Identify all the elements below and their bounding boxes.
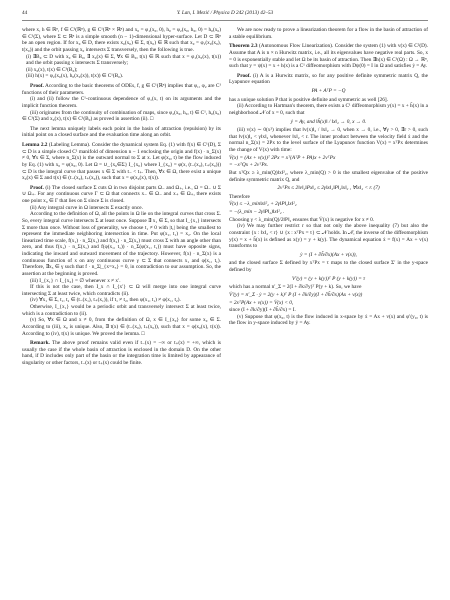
paragraph-text: (i) A is a Hurwitz matrix, so for any positive definite symmetric matrix Q, the Lyapunov equation (229, 72, 428, 86)
right-column-paragraph: = 2xᵀP(Ax + v(x)) = V̇(x) < 0, (229, 299, 294, 306)
right-column-paragraph: ẏ = (I + ∂h̃/∂x)(Ax + v(x)), (300, 251, 357, 258)
paragraph-lead: Lemma 2.2 (22, 142, 48, 148)
right-column-paragraph: V̇(x) = (Ax + v(x))ᵀ 2Px = xᵀ(AᵀP + PA)x + 2vᵀPx (229, 154, 336, 161)
paragraph-text: (Labeling Lemma). Consider the dynamical system Eq. (1) with f(x) ∈ C¹(D), Σ ⊂ D is a simple closed C¹ manifold of dimension n − 1 enclosing the origin and f(x) · n_Σ(x) ≠ 0, ∀x ∈ Σ, where n_Σ(x) is the outward normal to Σ at x. Let φ(x₀, t) be the flow induced by Eq. (1) with x₀ = φ(x₀, 0). Let Ω = ∪_{x₀∈Σ} I_{x₀} where I_{x₀} = φ(x, (t₋(x₀), t₊(x₀))) ⊂ D is the integral curve that passes x ∈ Σ with t₋ < t₊. Then, ∀x ∈ Ω, there exist a unique x₀(x) ∈ Σ and t(x) ∈ (t₋(x₀), t₊(x₀)), such that x = φ(x₀(x), t(x)). (22, 142, 221, 182)
right-column (229, 27, 428, 327)
left-column-paragraph: (iv) ∀x₁ ∈ Σ, t₁, t₂ ∈ (t₋(x₁), t₊(x₁)), if t₁ ≠ t₂, then φ(x₁, t₁) ≠ φ(x₁, t₂). (30, 297, 181, 304)
left-column-paragraph (22, 142, 221, 182)
left-column-paragraph: (v) So, ∀x ∈ Ω and x ≠ 0, from the definition of Ω, x ∈ I_{x₀} for some x₀ ∈ Σ. According to (iii), x₀ is unique. Also, ∃ t(x) ∈ (t₋(x₀), t₊(x₀)), such that x = φ(x₀(x), t(x)). According to (iv), t(x) is unique. We proved the lemma. □ (22, 317, 221, 337)
right-column-paragraph: = −(λ_min − 2γ‖P‖₂)‖x‖²₂ . (229, 209, 285, 215)
right-column-paragraph: We are now ready to prove a linearization theorem for a flow in the basin of attraction of a stable equilibrium. (229, 27, 428, 40)
right-column-paragraph: 2vᵀPx ≤ 2‖v‖₂‖Px‖₂ ≤ 2γ‖x‖₂‖P‖₂‖x‖₂ , ∀‖x‖₂ < r. (7) (277, 185, 380, 192)
right-column-paragraph: has a unique solution P that is positive definite and symmetric as well [26]. (229, 96, 388, 103)
right-column-paragraph: = −xᵀQx + 2vᵀPx. (229, 162, 269, 169)
page-header (22, 10, 428, 20)
left-column-paragraph: (iii) h(x) = φ₂(x₀(x), h₀(x₀(x)), t(x)) ∈ C¹(B₀). (26, 73, 124, 80)
page-number: 44 (22, 10, 28, 16)
right-column-paragraph: ẏ = Ay, and ‖h̃(x)‖ / ‖x‖₂ → 0, x → 0. (290, 118, 367, 125)
right-column-paragraph: since (I + ∂k/∂y)(I + ∂h̃/∂x) = I. (229, 307, 296, 314)
paragraph-lead: Remark. (30, 340, 50, 347)
right-column-paragraph: But xᵀQx ≥ λ_min(Q)‖x‖²₂, where λ_min(Q) > 0 is the smallest eigenvalue of the positive definite symmetric matrix Q, and (229, 169, 428, 183)
left-column-paragraph: (iii) I_{x₁} ∩ I_{x₂} = ∅ whenever x ≠ x′. (30, 277, 121, 284)
right-column-paragraph (229, 73, 428, 86)
left-column (22, 27, 221, 367)
left-column-paragraph (22, 83, 221, 96)
right-column-paragraph (229, 43, 428, 70)
right-column-paragraph: PA + AᵀP = −Q (311, 88, 346, 94)
paragraph-lead: Theorem 2.3 (229, 43, 258, 50)
paragraph-lead: Proof. (30, 83, 44, 89)
left-column-paragraph (22, 185, 221, 205)
left-column-paragraph: According to the definition of Ω, all the points in Ω lie on the integral curves that cross Σ. So, every integral curve intersects Σ at least once. Suppose ∃ x₁ ∈ Σ, so that I_{x₁} intersects Σ more than once. Without loss of generality, we choose t₁ ≠ 0 with |t₁| being the smallest to represent the immediate neighboring intersection in time. Put φ(x₁, t₁) = x₂. On the local linearized time scale, f(x₁) · n_Σ(x₁) and f(x₂) · n_Σ(x₂) must cross Σ with an angle other than zero, and thus f(x₁) · n_Σ(x₁) and f(φ(x₁, t₁)) · n_Σ(φ(x₁, t₁)) must have opposite signs, indicating the inward and outward movement of the trajectory. However, f(x) · n_Σ(x) is a continuous function of x on any continuous curve γ ⊂ Σ that connects x₁ and φ(x₁, t₁). Therefore, ∃x₃ ∈ γ such that f · n_Σ|_{x=x₃} = 0, in contradiction to our assumption. So, the assertion at the beginning is proved. (22, 211, 221, 277)
paragraph-lead: Proof. (30, 184, 44, 191)
paragraph-text: (i) The closed surface Σ cuts Ω in two disjoint parts Ω₋ and Ω₊, i.e., Ω = Ω₋ ∪ Σ ∪ Ω₊. For any continuous curve Γ ⊂ Ω that connects x₋ ∈ Ω₋ and x₊ ∈ Ω₊, there exists one point x₀ ∈ Γ that lies on Σ since Σ is closed. (22, 184, 221, 204)
paragraph-text: According to the basic theorems of ODEs, f, g ∈ C¹(ℝⁿ) implies that φ₁, φ₂ are C¹ functions of their parameters. (22, 83, 221, 96)
left-column-paragraph: (i) and (ii) follow the C¹-continuous dependence of φ₁(x, t) on its arguments and the implicit function theorem. (22, 96, 221, 109)
left-column-paragraph: where x, h ∈ ℝⁿ, f ∈ C¹(ℝⁿ), g ∈ C¹(ℝⁿ × ℝⁿ) and x₀ = φ₁(x₀, 0), h₀ = φ₂(x₀, h₀, 0) = h₀(x₀) ∈ C¹(Σ), where Σ ⊂ ℝⁿ is a simple smooth (n − 1)-dimensional hyper-surface. Let D ⊂ ℝⁿ be an open region. If for x₀ ∈ D, there exists x₀(x₀) ∈ Σ, t(x₀) ∈ ℝ such that x₀ = φ₁(x₀(x₀), t(x₀)) and the orbit passing x₀ intersects Σ transversely, then the following is true. (22, 27, 221, 53)
paragraph-text: (Autonomous Flow Linearization). Consider the system (1) with v(x) ∈ C²(D). Assume that A is n × n Hurwitz matrix, i.e., all its eigenvalues have negative real parts. So, x = 0 is exponentially stable and let Ω be its basin of attraction. Then ∃h(x) ∈ C¹(Ω) : Ω → ℝⁿ, such that y = ψ(x) = x + h(x) is a C¹ diffeomorphism with Dψ(0) = I in Ω and satisfies ẏ = Ay. (229, 43, 428, 70)
paragraph-text: The above proof remains valid even if t₋(x) = −∞ or t₊(x) = +∞, which is usually the case if the whole basin of attraction is enclosed in the domain D. On the other hand, if D includes only part of the basin or the integration time is limited by appearance of singularity or other factors, t₋(x) or t₊(x) could be finite. (22, 340, 221, 366)
left-column-paragraph: (i) ∃B₀ ⊂ D with x₀ ∈ B₀, ∃ x₀(x) ∈ Σ, ∀x ∈ B₀, t(x) ∈ ℝ such that x = φ₁(x₀(x), t(x)) and the orbit passing x intersects Σ transversely; (26, 53, 221, 67)
left-column-paragraph: (ii) x₀(x), t(x) ∈ C¹(B₀); (26, 66, 78, 73)
left-column-paragraph: If this is not the case, then I_x ∩ I_{x′} ⊂ Ω will merge into one integral curve intersecting Σ at least twice, which contradicts (ii). (22, 284, 221, 297)
right-column-paragraph: Therefore (229, 193, 250, 200)
right-column-paragraph: (ii) According to Hartman's theorem, there exists a C¹ diffeomorphism y(x) = x + h̃(x) in a neighborhood 𝒩 of x = 0, such that (229, 103, 428, 116)
right-column-paragraph: V̇(x) ≤ −λ_min‖x‖²₂ + 2γ‖P‖₂‖x‖²₂ (229, 201, 297, 208)
left-column-paragraph (22, 340, 221, 367)
left-column-paragraph: (iii) originates from the continuity of combination of maps, since φ₂(x₀, h₀, t) ∈ C¹, h₀(x₀) ∈ C¹(Σ) and x₀(x), t(x) ∈ C¹(B₀) as proved in assertion (ii). □ (22, 109, 221, 123)
right-column-paragraph: V′(y) = (y + k(y))ᵀ P (y + k(y)) = τ (291, 275, 366, 282)
left-column-paragraph: The next lemma uniquely labels each point in the basin of attraction (repulsion) by its initial point on a closed surface and the evaluation time along an orbit. (22, 125, 221, 139)
left-column-paragraph: Otherwise, I_{x₁} would be a periodic orbit and transversely intersect Σ at least twice, which is a contradiction to (ii). (22, 304, 221, 317)
right-column-paragraph: and the closed surface Σ defined by xᵀPx = τ maps to the closed surface Σ′ in the y-space defined by (229, 260, 428, 273)
right-column-paragraph: which has a normal n′_Σ = 2(I + ∂k/∂y)ᵀ P(y + k). So, we have (229, 284, 362, 291)
paragraph-lead: Proof. (237, 72, 251, 79)
right-column-paragraph: V̇′(y) = n′_Σ · ẏ = 2(y + k)ᵀ P (I + ∂k/∂y)(I + ∂h̃/∂x)(Ax + v(x)) (229, 291, 363, 298)
right-column-paragraph: (iv) We may further restrict r so that not only the above inequality (7) but also the constraint {x : ‖x‖₂ < r} ∪ {x : xᵀPx = τ} ⊂ 𝒩 holds. In 𝒩, the inverse of the diffeomorphism y(x) = x + h̃(x) is defined as x(y) = y + k(y). The dynamical equation ẋ = f(x) = Ax + v(x) transforms to (229, 223, 428, 250)
right-column-paragraph: (iii) v(x) ∼ 0(x²) implies that ‖v(x)‖₂ / ‖x‖₂ → 0, when x → 0, i.e., ∀γ > 0, ∃r > 0, such that ‖v(x)‖₂ < γ‖x‖₂ whenever ‖x‖₂ < r. The inner product between the velocity field ẋ and the normal n_Σ(x) = 2Px to the level surface of the Lyapunov function V(x) = xᵀPx determines the change of V(x) with time: (229, 127, 428, 153)
right-column-paragraph: (v) Suppose that φ(x₀, t) is the flow induced in x-space by ẋ = Ax + v(x) and φ′(y₀, t) is the flow in y-space induced by ẏ = Ay. (229, 313, 428, 327)
header-rule (22, 20, 428, 21)
running-title: Y. Lan, I. Mezić / Physica D 242 (2013) 42–53 (176, 10, 274, 16)
right-column-paragraph: Choosing γ < λ_min(Q)/2‖P‖₂ ensures that V̇(x) is negative for x ≠ 0. (229, 216, 375, 223)
left-column-paragraph: (ii) Any integral curve in Ω intersects Σ exactly once. (30, 204, 143, 211)
